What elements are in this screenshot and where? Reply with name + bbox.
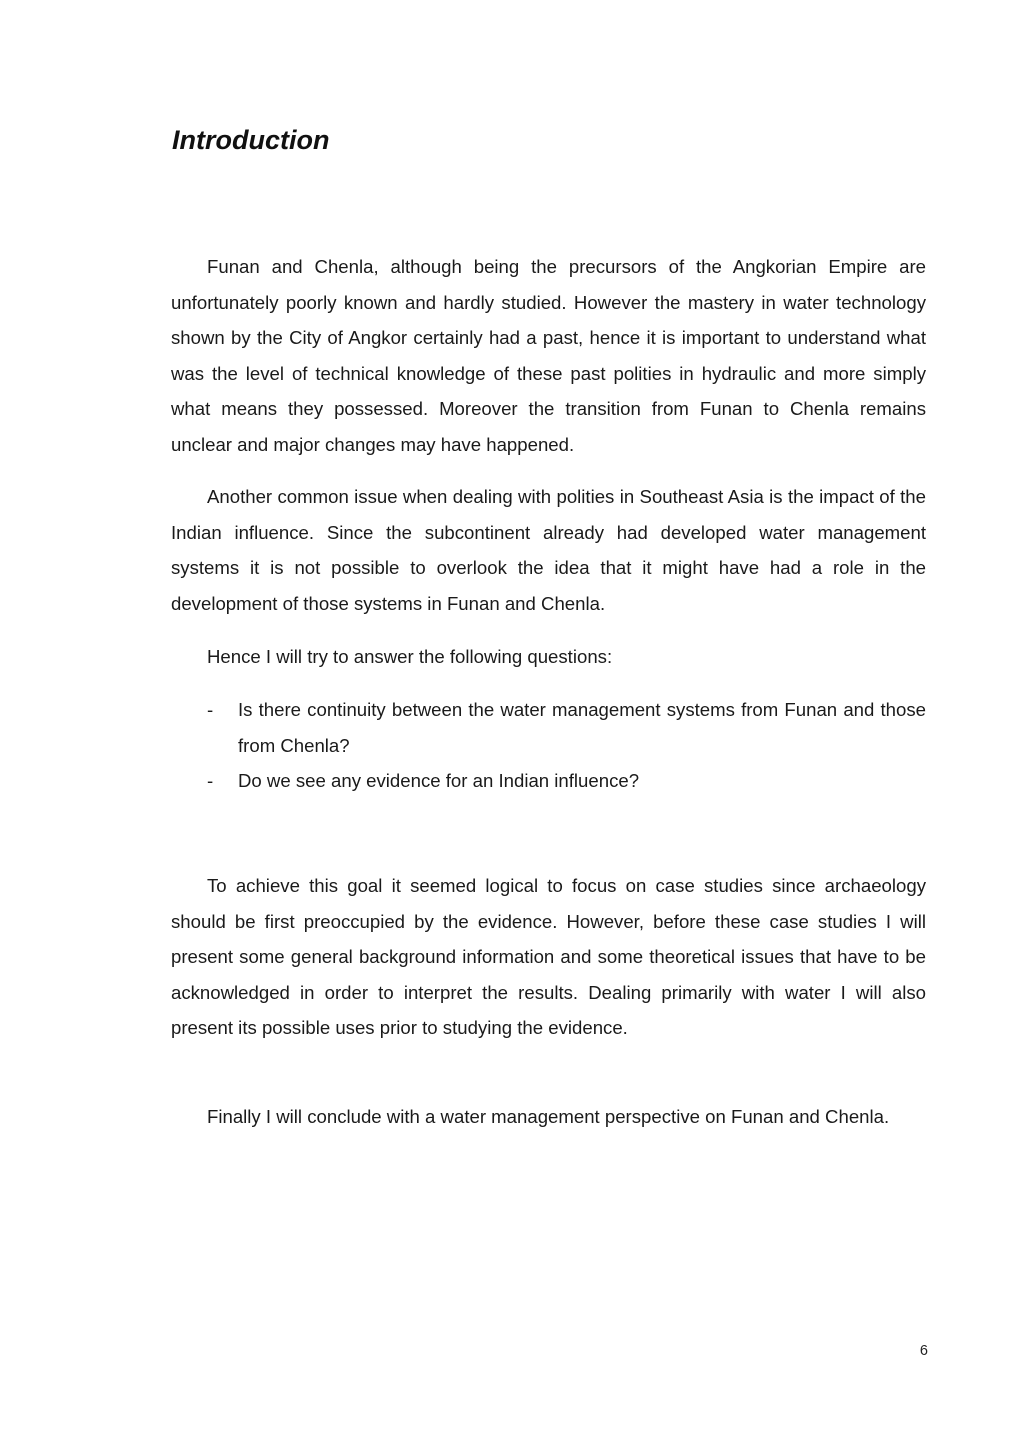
list-item-marker: - — [207, 699, 214, 720]
paragraph-methodology: To achieve this goal it seemed logical to focus on case studies since archaeology should be first preoccupied by the evidence. However, before these case studies I will present some general background information and some theoretical issues that have to be acknowledged in order to interpret the results. Dealing primarily with water I will also present its possible uses prior to studying the evidence. — [171, 875, 926, 1038]
list-item-marker: - — [207, 770, 214, 791]
page-number: 6 — [919, 1343, 928, 1359]
list-item-text: Is there continuity between the water management systems from Funan and those from Chenla? — [238, 699, 926, 756]
paragraph-funan-chenla-intro: Funan and Chenla, although being the precursors of the Angkorian Empire are unfortunately poorly known and hardly studied. However the mastery in water technology shown by the City of Angkor certainly had a past, hence it is important to understand what was the level of technical knowledge of these past polities in hydraulic and more simply what means they possessed. Moreover the transition from Funan to Chenla remains unclear and major changes may have happened. — [171, 256, 926, 455]
paragraph-conclusion: Finally I will conclude with a water management perspective on Funan and Chenla. — [207, 1106, 890, 1127]
list-item-text: Do we see any evidence for an Indian influence? — [238, 770, 640, 791]
paragraph-indian-influence: Another common issue when dealing with polities in Southeast Asia is the impact of the Indian influence. Since the subcontinent already had developed water management systems it is not possible to overlook the idea that it might have had a role in the development of those systems in Funan and Chenla. — [171, 486, 926, 614]
list-item — [171, 692, 926, 763]
research-questions-list — [171, 692, 926, 799]
paragraph-questions-lead: Hence I will try to answer the following questions: — [207, 646, 613, 667]
list-item — [171, 763, 926, 799]
section-heading: Introduction — [172, 125, 330, 155]
